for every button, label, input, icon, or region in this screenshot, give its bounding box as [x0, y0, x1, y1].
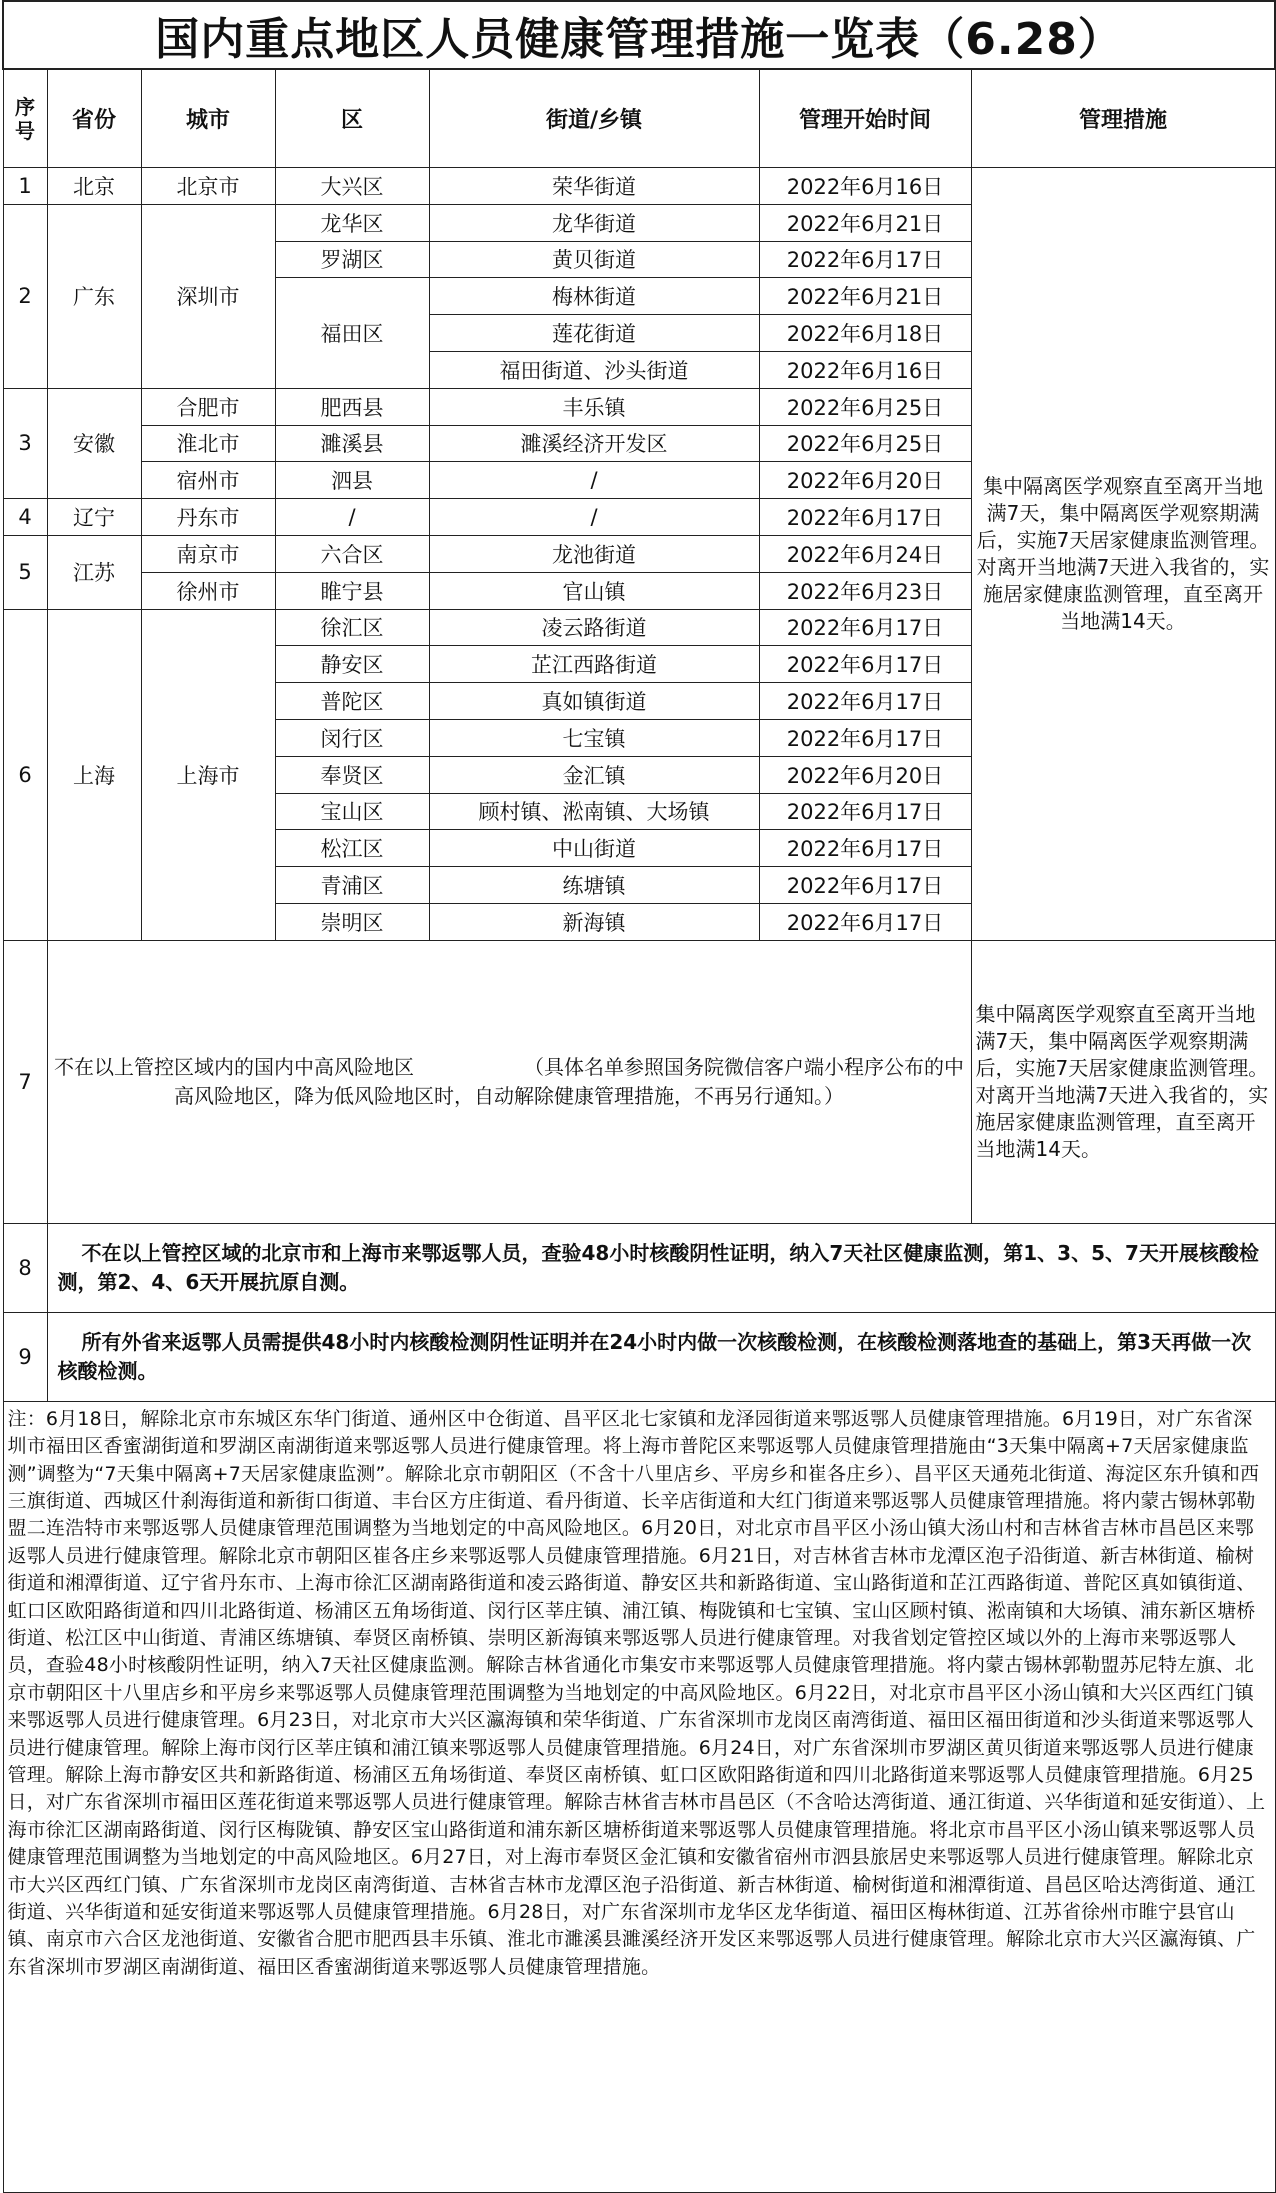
seq-cell: 6	[3, 609, 47, 940]
district-cell: 松江区	[275, 830, 429, 867]
date-cell: 2022年6月17日	[759, 719, 971, 756]
seq-cell: 5	[3, 535, 47, 609]
street-cell: 梅林街道	[429, 278, 759, 315]
district-cell: /	[275, 499, 429, 536]
date-cell: 2022年6月18日	[759, 315, 971, 352]
header-city: 城市	[141, 69, 275, 168]
date-cell: 2022年6月17日	[759, 646, 971, 683]
beijing-shanghai-rule: 不在以上管控区域的北京市和上海市来鄂返鄂人员，查验48小时核酸阴性证明，纳入7天社区健康监测，第1、3、5、7天开展核酸检测，第2、4、6天开展抗原自测。	[47, 1223, 1275, 1312]
header-seq: 序号	[3, 69, 47, 168]
seq-cell: 8	[3, 1223, 47, 1312]
seq-cell: 4	[3, 499, 47, 536]
table-row	[3, 1312, 1275, 1401]
date-cell: 2022年6月25日	[759, 388, 971, 425]
seq-cell: 2	[3, 204, 47, 388]
date-cell: 2022年6月17日	[759, 903, 971, 940]
date-cell: 2022年6月16日	[759, 168, 971, 205]
table-row	[3, 168, 1275, 205]
date-cell: 2022年6月17日	[759, 683, 971, 720]
other-risk-areas-note: （具体名单参照国务院微信客户端小程序公布的中高风险地区，降为低风险地区时，自动解除健康管理措施，不再另行通知。）	[174, 1054, 964, 1108]
table-row	[3, 940, 1275, 1223]
date-cell: 2022年6月17日	[759, 609, 971, 646]
district-cell: 罗湖区	[275, 241, 429, 278]
other-risk-areas-cell	[47, 940, 971, 1223]
district-cell: 宝山区	[275, 793, 429, 830]
street-cell: 濉溪经济开发区	[429, 425, 759, 462]
seq-cell: 7	[3, 940, 47, 1223]
district-cell: 静安区	[275, 646, 429, 683]
street-cell: 莲花街道	[429, 315, 759, 352]
measures-cell: 集中隔离医学观察直至离开当地满7天，集中隔离医学观察期满后，实施7天居家健康监测管理。对离开当地满7天进入我省的，实施居家健康监测管理，直至离开当地满14天。	[971, 940, 1275, 1223]
street-cell: 芷江西路街道	[429, 646, 759, 683]
street-cell: 七宝镇	[429, 719, 759, 756]
district-cell: 六合区	[275, 535, 429, 572]
street-cell: 福田街道、沙头街道	[429, 351, 759, 388]
header-street: 街道/乡镇	[429, 69, 759, 168]
city-cell: 深圳市	[141, 204, 275, 388]
header-province: 省份	[47, 69, 141, 168]
date-cell: 2022年6月23日	[759, 572, 971, 609]
district-cell: 青浦区	[275, 867, 429, 904]
district-cell: 奉贤区	[275, 756, 429, 793]
province-cell: 上海	[47, 609, 141, 940]
date-cell: 2022年6月17日	[759, 241, 971, 278]
measures-cell: 集中隔离医学观察直至离开当地满7天，集中隔离医学观察期满后，实施7天居家健康监测管理。对离开当地满7天进入我省的，实施居家健康监测管理，直至离开当地满14天。	[971, 168, 1275, 941]
city-cell: 南京市	[141, 535, 275, 572]
header-row	[3, 69, 1275, 168]
district-cell: 普陀区	[275, 683, 429, 720]
province-cell: 北京	[47, 168, 141, 205]
province-cell: 辽宁	[47, 499, 141, 536]
district-cell: 濉溪县	[275, 425, 429, 462]
city-cell: 宿州市	[141, 462, 275, 499]
header-district: 区	[275, 69, 429, 168]
other-risk-areas-text: 不在以上管控区域内的国内中高风险地区	[54, 1054, 414, 1079]
date-cell: 2022年6月25日	[759, 425, 971, 462]
table-row	[3, 1223, 1275, 1312]
street-cell: /	[429, 499, 759, 536]
street-cell: /	[429, 462, 759, 499]
street-cell: 中山街道	[429, 830, 759, 867]
street-cell: 新海镇	[429, 903, 759, 940]
province-cell: 安徽	[47, 388, 141, 498]
province-cell: 广东	[47, 204, 141, 388]
date-cell: 2022年6月17日	[759, 793, 971, 830]
district-cell: 徐汇区	[275, 609, 429, 646]
street-cell: 龙华街道	[429, 204, 759, 241]
city-cell: 徐州市	[141, 572, 275, 609]
seq-cell: 9	[3, 1312, 47, 1401]
note-text: 注：6月18日，解除北京市东城区东华门街道、通州区中仓街道、昌平区北七家镇和龙泽园街道来鄂返鄂人员健康管理措施。6月19日，对广东省深圳市福田区香蜜湖街道和罗湖区南湖街道来鄂返鄂人员进行健康管理。将上海市普陀区来鄂返鄂人员健康管理措施由“3天集中隔离+7天居家健康监测”调整为“7天集中隔离+7天居家健康监测”。解除北京市朝阳区（不含十八里店乡、平房乡和崔各庄乡）、昌平区天通苑北街道、海淀区东升镇和西三旗街道、西城区什刹海街道和新街口街道、丰台区方庄街道、看丹街道、长辛店街道和大红门街道来鄂返鄂人员健康管理措施。将内蒙古锡林郭勒盟二连浩特市来鄂返鄂人员健康管理范围调整为当地划定的中高风险地区。6月20日，对北京市昌平区小汤山镇大汤山村和吉林省吉林市昌邑区来鄂返鄂人员进行健康管理。解除北京市朝阳区崔各庄乡来鄂返鄂人员健康管理措施。6月21日，对吉林省吉林市龙潭区泡子沿街道、新吉林街道、榆树街道和湘潭街道、辽宁省丹东市、上海市徐汇区湖南路街道和凌云路街道、静安区共和新路街道、宝山路街道和芷江西路街道、普陀区真如镇街道、虹口区欧阳路街道和四川北路街道、杨浦区五角场街道、闵行区莘庄镇、浦江镇、梅陇镇和七宝镇、宝山区顾村镇、淞南镇和大场镇、浦东新区塘桥街道、松江区中山街道、青浦区练塘镇、奉贤区南桥镇、崇明区新海镇来鄂返鄂人员进行健康管理。对我省划定管控区域以外的上海市来鄂返鄂人员，查验48小时核酸阴性证明，纳入7天社区健康监测。解除吉林省通化市集安市来鄂返鄂人员健康管理措施。将内蒙古锡林郭勒盟苏尼特左旗、北京市朝阳区十八里店乡和平房乡来鄂返鄂人员健康管理范围调整为当地划定的中高风险地区。6月22日，对北京市昌平区小汤山镇和大兴区西红门镇来鄂返鄂人员进行健康管理。6月23日，对北京市大兴区瀛海镇和荣华街道、广东省深圳市龙岗区南湾街道、福田区福田街道和沙头街道来鄂返鄂人员进行健康管理。解除上海市闵行区莘庄镇和浦江镇来鄂返鄂人员健康管理措施。6月24日，对广东省深圳市罗湖区黄贝街道来鄂返鄂人员进行健康管理。解除上海市静安区共和新路街道、杨浦区五角场街道、奉贤区南桥镇、虹口区欧阳路街道和四川北路街道来鄂返鄂人员健康管理措施。6月25日，对广东省深圳市福田区莲花街道来鄂返鄂人员进行健康管理。解除吉林省吉林市昌邑区（不含哈达湾街道、通江街道、兴华街道和延安街道）、上海市徐汇区湖南路街道、闵行区梅陇镇、静安区宝山路街道和浦东新区塘桥街道来鄂返鄂人员健康管理措施。将北京市昌平区小汤山镇来鄂返鄂人员健康管理范围调整为当地划定的中高风险地区。6月27日，对上海市奉贤区金汇镇和安徽省宿州市泗县旅居史来鄂返鄂人员进行健康管理。解除北京市大兴区西红门镇、广东省深圳市龙岗区南湾街道、吉林省吉林市龙潭区泡子沿街道、新吉林街道、榆树街道和湘潭街道、昌邑区哈达湾街道、通江街道、兴华街道和延安街道来鄂返鄂人员健康管理措施。6月28日，对广东省深圳市龙华区龙华街道、福田区梅林街道、江苏省徐州市睢宁县官山镇、南京市六合区龙池街道、安徽省合肥市肥西县丰乐镇、淮北市濉溪县濉溪经济开发区来鄂返鄂人员进行健康管理。解除北京市大兴区瀛海镇、广东省深圳市罗湖区南湖街道、福田区香蜜湖街道来鄂返鄂人员健康管理措施。	[3, 1401, 1275, 2192]
street-cell: 丰乐镇	[429, 388, 759, 425]
street-cell: 顾村镇、淞南镇、大场镇	[429, 793, 759, 830]
street-cell: 黄贝街道	[429, 241, 759, 278]
street-cell: 练塘镇	[429, 867, 759, 904]
district-cell: 福田区	[275, 278, 429, 388]
date-cell: 2022年6月21日	[759, 278, 971, 315]
district-cell: 泗县	[275, 462, 429, 499]
district-cell: 龙华区	[275, 204, 429, 241]
district-cell: 闵行区	[275, 719, 429, 756]
city-cell: 北京市	[141, 168, 275, 205]
all-provinces-rule: 所有外省来返鄂人员需提供48小时内核酸检测阴性证明并在24小时内做一次核酸检测，在核酸检测落地查的基础上，第3天再做一次核酸检测。	[47, 1312, 1275, 1401]
street-cell: 真如镇街道	[429, 683, 759, 720]
date-cell: 2022年6月17日	[759, 499, 971, 536]
date-cell: 2022年6月21日	[759, 204, 971, 241]
district-cell: 崇明区	[275, 903, 429, 940]
street-cell: 金汇镇	[429, 756, 759, 793]
note-row	[3, 1401, 1275, 2192]
city-cell: 合肥市	[141, 388, 275, 425]
date-cell: 2022年6月20日	[759, 756, 971, 793]
seq-cell: 3	[3, 388, 47, 498]
district-cell: 睢宁县	[275, 572, 429, 609]
page-title: 国内重点地区人员健康管理措施一览表（6.28）	[3, 1, 1275, 69]
district-cell: 大兴区	[275, 168, 429, 205]
street-cell: 龙池街道	[429, 535, 759, 572]
street-cell: 荣华街道	[429, 168, 759, 205]
measures-table	[2, 0, 1276, 2193]
date-cell: 2022年6月24日	[759, 535, 971, 572]
street-cell: 官山镇	[429, 572, 759, 609]
date-cell: 2022年6月17日	[759, 867, 971, 904]
date-cell: 2022年6月16日	[759, 351, 971, 388]
city-cell: 上海市	[141, 609, 275, 940]
header-measures: 管理措施	[971, 69, 1275, 168]
date-cell: 2022年6月20日	[759, 462, 971, 499]
district-cell: 肥西县	[275, 388, 429, 425]
city-cell: 丹东市	[141, 499, 275, 536]
seq-cell: 1	[3, 168, 47, 205]
street-cell: 凌云路街道	[429, 609, 759, 646]
date-cell: 2022年6月17日	[759, 830, 971, 867]
header-start-time: 管理开始时间	[759, 69, 971, 168]
city-cell: 淮北市	[141, 425, 275, 462]
province-cell: 江苏	[47, 535, 141, 609]
